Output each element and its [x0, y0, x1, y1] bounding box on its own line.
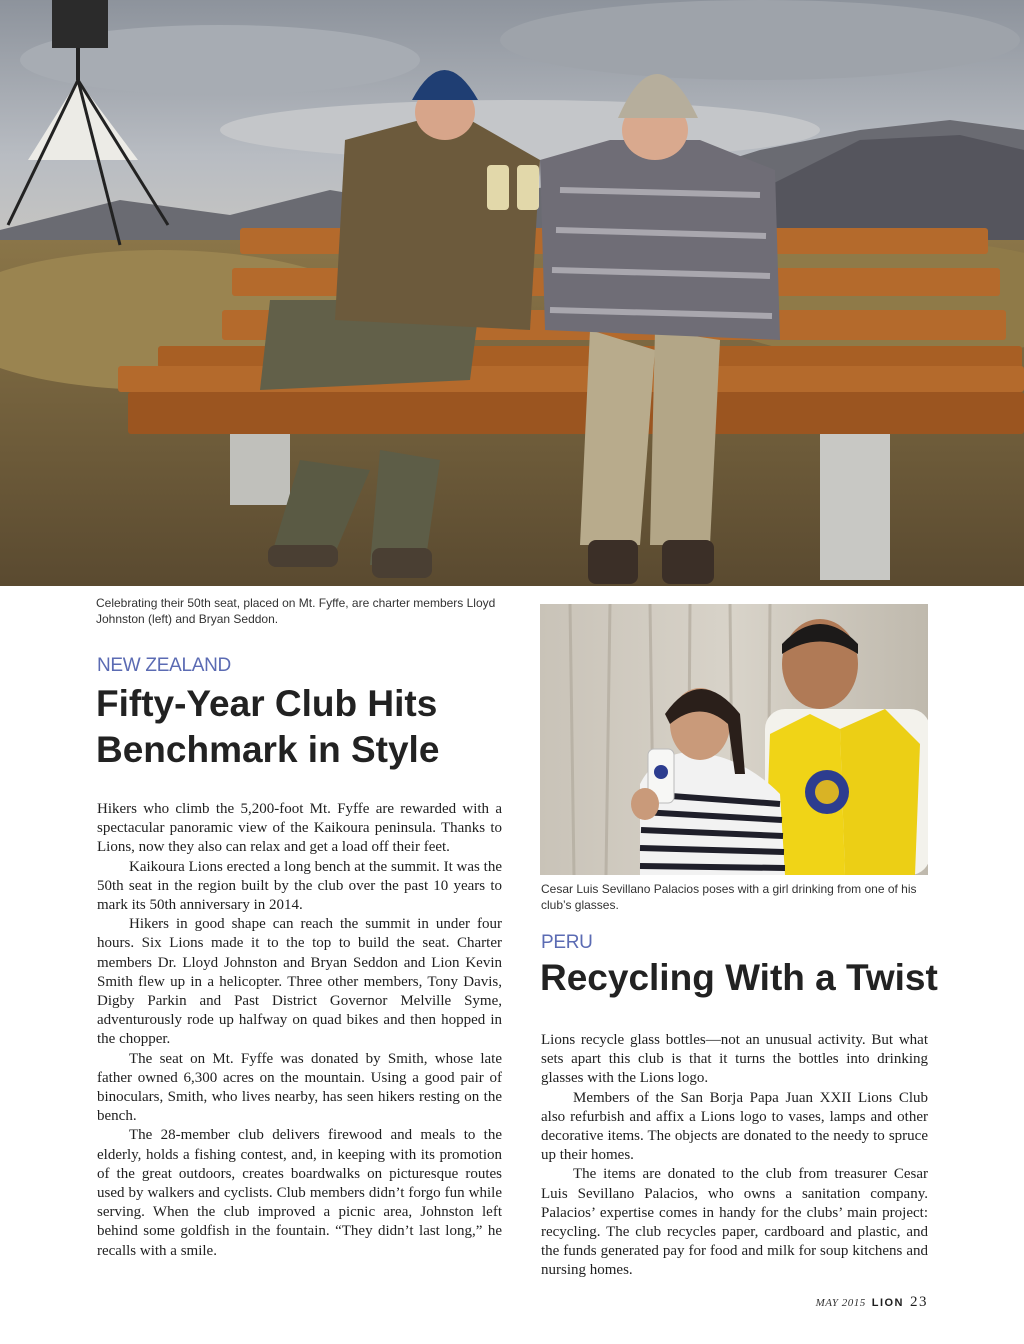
hero-photo-caption: Celebrating their 50th seat, placed on Mt. Fyffe, are charter members Lloyd Johnston (left) and Bryan Seddon. — [96, 596, 496, 626]
page-footer — [780, 1294, 928, 1311]
issue-date: MAY 2015 — [815, 1297, 866, 1309]
paragraph: The seat on Mt. Fyffe was donated by Smith, whose late father owned 6,300 acres on the mountain. Using a good pair of binoculars, Smith, who lives nearby, has seen hikers resting on the bench. — [97, 1050, 502, 1125]
peru-photo-caption: Cesar Luis Sevillano Palacios poses with a girl drinking from one of his club’s glasses. — [541, 882, 917, 912]
region-label-new-zealand: NEW ZEALAND — [97, 655, 231, 676]
magazine-name: LION — [871, 1297, 904, 1309]
peru-photo — [540, 604, 928, 875]
hero-photo — [0, 0, 1024, 586]
paragraph: The 28-member club delivers firewood and meals to the elderly, holds a fishing contest, and, in keeping with its promotion of the great outdoors, creates boardwalks on picturesque routes used by walkers and cyclists. Club members didn’t forgo fun while serving. When the club improved a picnic area, Johnston left behind some goldfish in the fountain. “They didn’t last long,” he recalls with a smile. — [97, 1127, 502, 1259]
article-body-new-zealand — [97, 800, 502, 1261]
paragraph: Kaikoura Lions erected a long bench at the summit. It was the 50th seat in the region built by the club over the past 10 years to mark its 50th anniversary in 2014. — [97, 858, 502, 914]
paragraph: Lions recycle glass bottles—not an unusual activity. But what sets apart this club is that it turns the bottles into drinking glasses with the Lions logo. — [541, 1032, 928, 1087]
article-headline-fifty-year-club: Fifty-Year Club Hits Benchmark in Style — [96, 683, 440, 770]
article-headline-recycling: Recycling With a Twist — [540, 957, 938, 998]
paragraph: The items are donated to the club from treasurer Cesar Luis Sevillano Palacios, who owns a sanitation company. Palacios’ expertise comes in handy for the clubs’ main project: recycling. The club recycles paper, cardboard and plastic, and the funds generated pay for food and milk for soup kitchens and nursing homes. — [541, 1166, 928, 1279]
page-number: 23 — [910, 1294, 928, 1310]
paragraph: Hikers in good shape can reach the summit in under four hours. Six Lions made it to the top to build the seat. Charter members Dr. Lloyd Johnston and Bryan Seddon and Lion Kevin Smith flew up in a helicopter. Three other members, Tony Davis, Digby Parkin and Past District Governor Melville Syme, adventurously rode up halfway on quad bikes and then hopped in the chopper. — [97, 916, 502, 1048]
paragraph: Members of the San Borja Papa Juan XXII Lions Club also refurbish and affix a Lions logo to vases, lamps and other decorative items. The objects are donated to the needy to spruce up their homes. — [541, 1089, 928, 1164]
region-label-peru: PERU — [541, 932, 593, 953]
paragraph: Hikers who climb the 5,200-foot Mt. Fyffe are rewarded with a spectacular panoramic view of the Kaikoura peninsula. Thanks to Lions, now they also can relax and get a load off their feet. — [97, 801, 502, 856]
article-body-peru — [541, 1031, 928, 1281]
